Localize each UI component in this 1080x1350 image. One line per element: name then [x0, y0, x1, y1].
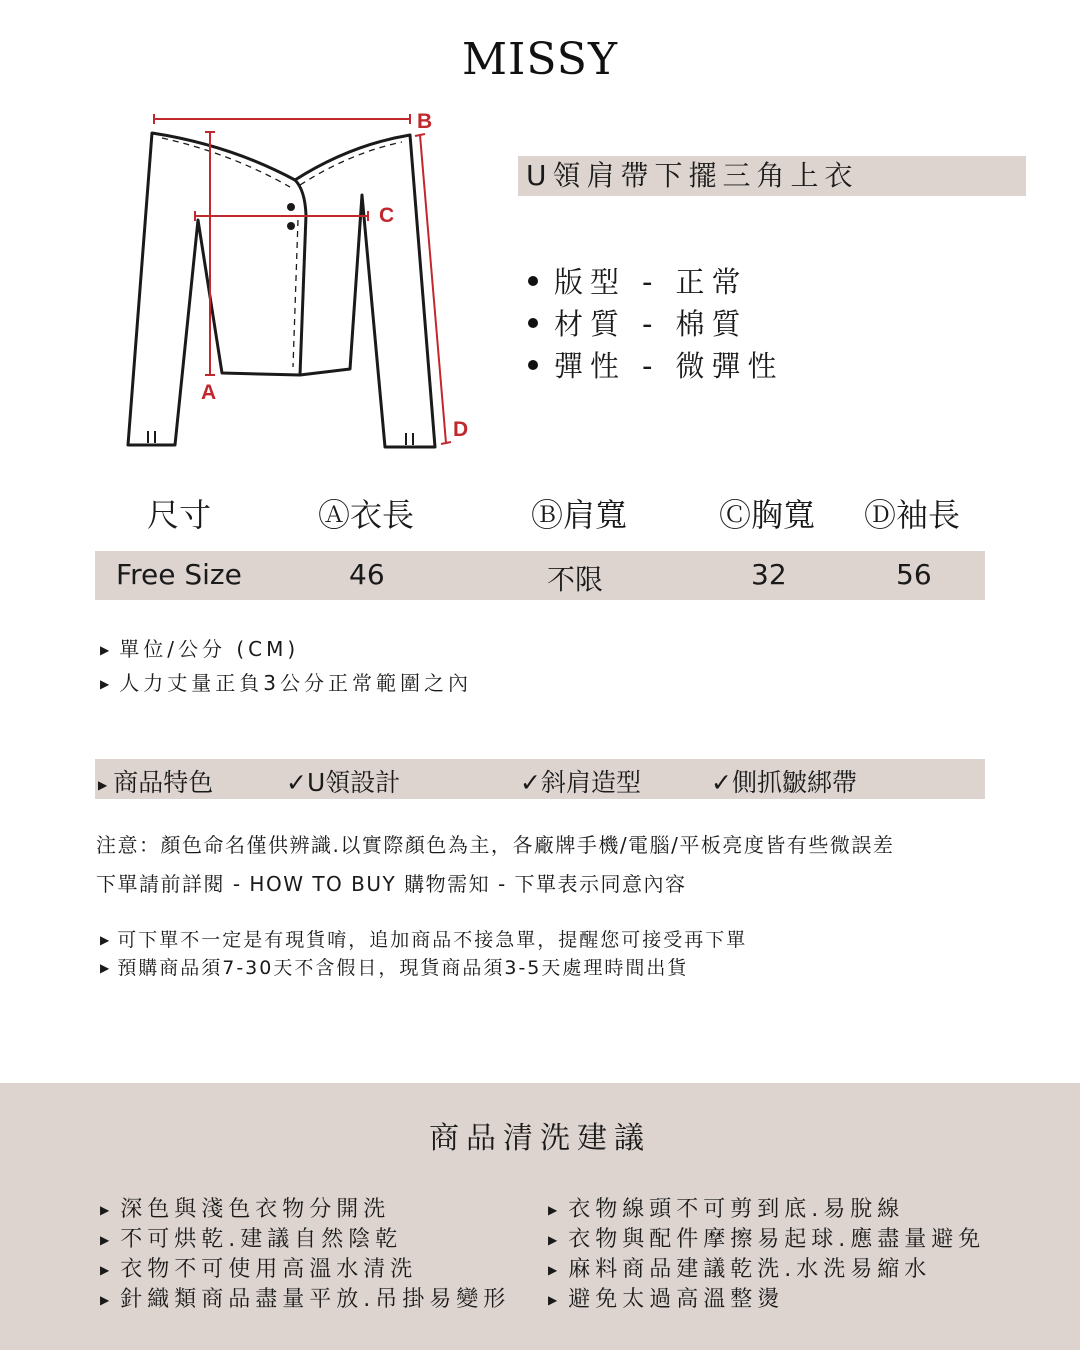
care-item: ▶ 避免太過高溫整燙 [548, 1287, 785, 1312]
diagram-label-c: C [379, 204, 395, 227]
care-title: 商品清洗建議 [429, 1121, 651, 1156]
triangle-bullet-icon: ▶ [548, 1263, 563, 1277]
care-item: ▶ 針織類商品盡量平放.吊掛易變形 [100, 1287, 511, 1312]
note-unit: ▶ 單位/公分 (CM) [100, 637, 300, 661]
feature-item: ✓U領設計 [286, 768, 401, 797]
size-header-size: 尺寸 [147, 496, 212, 534]
size-cell-length: 46 [349, 558, 385, 591]
size-cell-chest: 32 [751, 558, 787, 591]
triangle-bullet-icon: ▶ [100, 961, 112, 975]
product-title: U領肩帶下擺三角上衣 [518, 156, 1026, 196]
size-cell-name: Free Size [116, 558, 242, 591]
diagram-label-b: B [417, 110, 433, 133]
spec-elasticity: 彈性 - 微彈性 [528, 344, 784, 385]
triangle-bullet-icon: ▶ [100, 677, 114, 691]
order-note: ▶ 可下單不一定是有現貨唷，追加商品不接急單，提醒您可接受再下單 [100, 929, 748, 951]
care-item: ▶ 深色與淺色衣物分開洗 [100, 1197, 391, 1222]
triangle-bullet-icon: ▶ [100, 643, 114, 657]
bullet-icon [528, 276, 538, 286]
feature-item: ✓側抓皺綁帶 [711, 768, 857, 797]
triangle-bullet-icon: ▶ [548, 1203, 563, 1217]
care-item: ▶ 衣物線頭不可剪到底.易脫線 [548, 1197, 905, 1222]
care-item: ▶ 衣物與配件摩擦易起球.應盡量避免 [548, 1227, 986, 1252]
triangle-bullet-icon: ▶ [100, 1293, 115, 1307]
care-item: ▶ 不可烘乾.建議自然陰乾 [100, 1227, 403, 1252]
triangle-bullet-icon: ▶ [548, 1233, 563, 1247]
triangle-bullet-icon: ▶ [548, 1293, 563, 1307]
care-item: ▶ 麻料商品建議乾洗.水洗易縮水 [548, 1257, 932, 1282]
size-cell-sleeve: 56 [896, 558, 932, 591]
size-header-chest: Ⓒ胸寬 [719, 496, 816, 534]
attention-how-to-buy: 下單請前詳閱 - HOW TO BUY 購物需知 - 下單表示同意內容 [96, 872, 687, 896]
features-label: ▶ 商品特色 [98, 768, 214, 797]
triangle-bullet-icon: ▶ [100, 1263, 115, 1277]
size-cell-shoulder: 不限 [547, 563, 604, 596]
size-header-length: Ⓐ衣長 [318, 496, 415, 534]
feature-item: ✓斜肩造型 [520, 768, 641, 797]
size-header-shoulder: Ⓑ肩寬 [531, 496, 628, 534]
button-dot [287, 203, 295, 211]
brand-logo: MISSY [462, 34, 618, 85]
note-tolerance: ▶ 人力丈量正負3公分正常範圍之內 [100, 671, 472, 695]
garment-diagram [110, 105, 490, 455]
diagram-label-a: A [201, 381, 217, 404]
attention-color-note: 注意：顏色命名僅供辨識.以實際顏色為主，各廠牌手機/電腦/平板亮度皆有些微誤差 [96, 833, 895, 857]
bullet-icon [528, 318, 538, 328]
triangle-bullet-icon: ▶ [100, 1233, 115, 1247]
size-header-sleeve: Ⓓ袖長 [864, 496, 961, 534]
spec-fit: 版型 - 正常 [528, 260, 748, 301]
spec-material: 材質 - 棉質 [528, 302, 748, 343]
bullet-icon [528, 360, 538, 370]
order-note: ▶ 預購商品須7-30天不含假日，現貨商品須3-5天處理時間出貨 [100, 957, 689, 979]
care-item: ▶ 衣物不可使用高溫水清洗 [100, 1257, 418, 1282]
button-dot [287, 222, 295, 230]
diagram-label-d: D [453, 418, 469, 441]
triangle-bullet-icon: ▶ [98, 778, 108, 792]
triangle-bullet-icon: ▶ [100, 1203, 115, 1217]
triangle-bullet-icon: ▶ [100, 933, 112, 947]
